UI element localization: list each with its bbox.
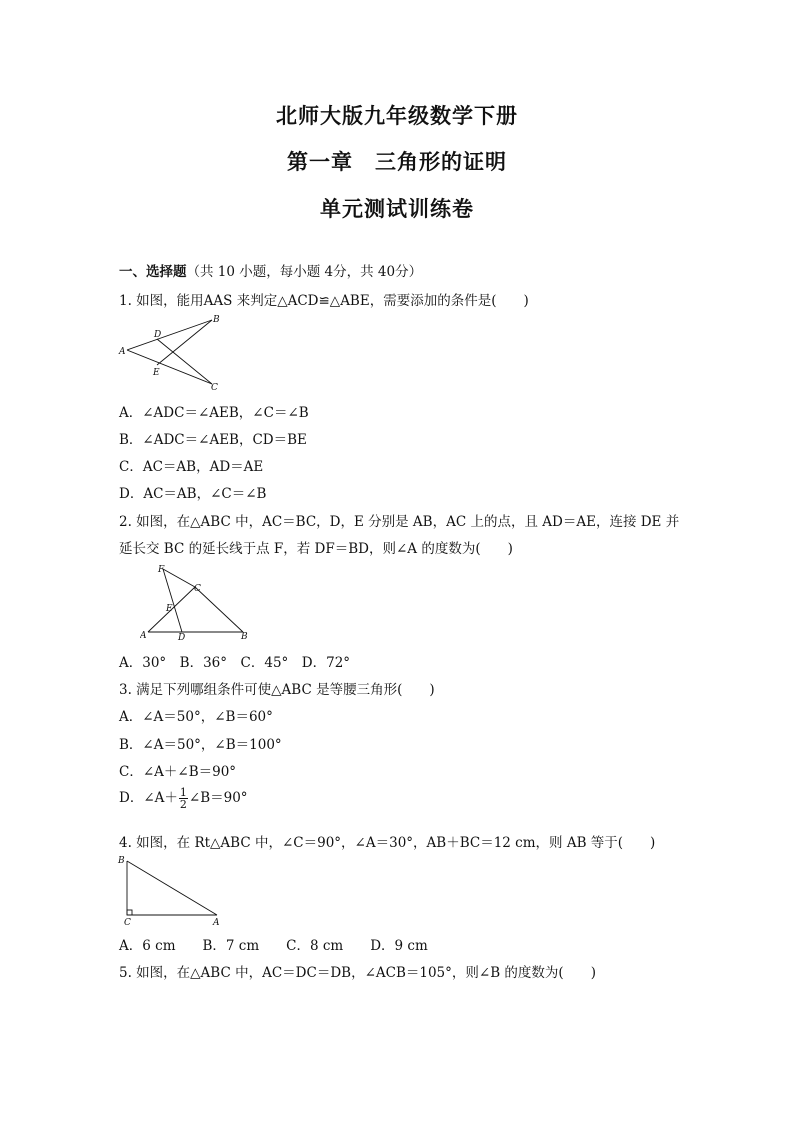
q4-stem: 4. 如图，在 Rt△ABC 中，∠C＝90°，∠A＝30°，AB＋BC＝12 cm，则 AB 等于( ) (119, 835, 656, 851)
half-fraction (179, 787, 188, 810)
q1-option-c: C．AC＝AB，AD＝AE (119, 459, 264, 475)
q3-option-d-prefix: D．∠A＋ (119, 790, 178, 806)
q1-label-c: C (211, 383, 218, 392)
q5-stem: 5. 如图，在△ABC 中，AC＝DC＝DB，∠ACB＝105°，则∠B 的度数为( ) (119, 965, 596, 981)
q1-label-d: D (154, 330, 162, 340)
q3-option-a: A．∠A＝50°，∠B＝60° (119, 709, 273, 725)
unit-title: 单元测试训练卷 (320, 196, 474, 221)
q1-option-b: B．∠ADC＝∠AEB，CD＝BE (119, 432, 307, 448)
q2-stem-line2: 延长交 BC 的延长线于点 F，若 DF＝BD，则∠A 的度数为( ) (119, 541, 513, 557)
section-heading: 一、选择题 (119, 264, 187, 280)
q3-option-d (119, 786, 248, 810)
q1-label-b: B (213, 315, 220, 325)
section-note: （共 10 小题，每小题 4分，共 40分） (186, 264, 423, 280)
q4-label-b: B (118, 856, 125, 866)
q2-figure (140, 562, 255, 644)
fraction-numerator: 1 (179, 786, 187, 799)
q2-options: A．30° B．36° C．45° D．72° (119, 655, 351, 671)
q2-label-c: C (194, 584, 201, 594)
chapter-title: 第一章 三角形的证明 (287, 149, 507, 174)
q4-label-c: C (124, 918, 131, 928)
q1-option-a: A．∠ADC＝∠AEB，∠C＝∠B (119, 405, 309, 421)
fraction-denominator: 2 (179, 798, 187, 811)
q3-option-c: C．∠A＋∠B＝90° (119, 764, 237, 780)
q2-label-a: A (140, 631, 147, 641)
q3-option-b: B．∠A＝50°，∠B＝100° (119, 737, 282, 753)
q4-options: A．6 cm B．7 cm C．8 cm D．9 cm (119, 938, 428, 954)
q2-label-f: F (158, 565, 165, 575)
q2-stem-line1: 2. 如图，在△ABC 中，AC＝BC，D，E 分别是 AB，AC 上的点，且 AD＝AE，连接 DE 并 (119, 514, 680, 530)
q1-label-a: A (119, 347, 126, 357)
section-heading-line (119, 260, 422, 280)
q4-figure (115, 853, 230, 928)
q2-label-e: E (166, 604, 173, 614)
q3-stem: 3. 满足下列哪组条件可使△ABC 是等腰三角形( ) (119, 682, 435, 698)
q1-figure (117, 312, 227, 392)
q1-stem: 1. 如图，能用AAS 来判定△ACD≌△ABE，需要添加的条件是( ) (119, 293, 529, 309)
doc-title: 北师大版九年级数学下册 (276, 103, 518, 128)
q4-label-a: A (213, 918, 220, 928)
q3-option-d-suffix: ∠B＝90° (188, 790, 248, 806)
q1-label-e: E (153, 368, 160, 378)
q2-label-b: B (241, 632, 248, 642)
q2-label-d: D (178, 633, 186, 643)
q1-option-d: D．AC＝AB，∠C＝∠B (119, 486, 267, 502)
